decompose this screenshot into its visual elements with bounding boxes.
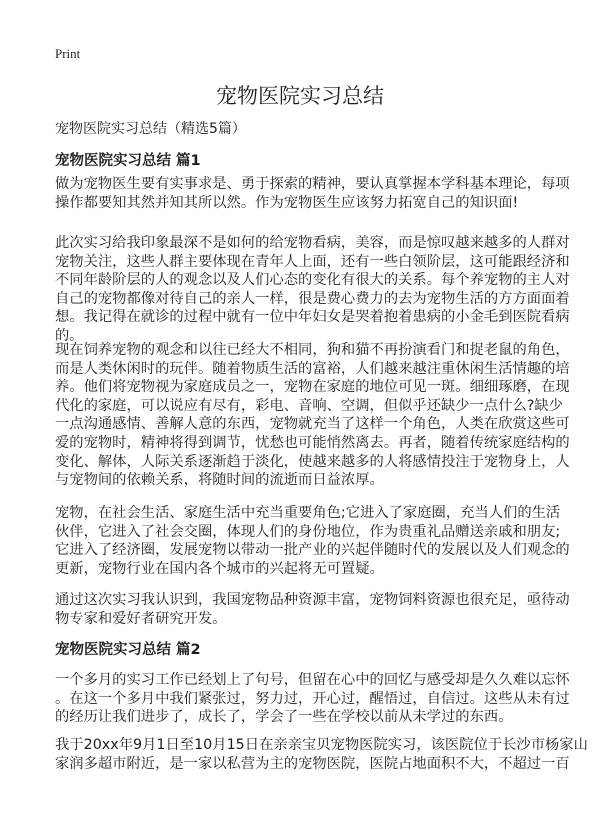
paragraph xyxy=(55,175,570,212)
paragraph xyxy=(55,736,588,773)
paragraph-line: 家润多超市附近，是一家以私营为主的宠物医院，医院占地面积不大，不超过一百 xyxy=(55,755,570,772)
paragraph xyxy=(55,591,570,628)
paragraph-line: 伙伴，它进入了社会交圈，体现人们的身份地位，作为贵重礼品赠送亲戚和朋友; xyxy=(55,523,561,540)
paragraph-line: 变化、解体，人际关系逐渐趋于淡化，使越来越多的人将感情投注于宠物身上，人 xyxy=(55,453,570,470)
paragraph-line: 操作都要知其然并知其所以然。作为宠物医生应该努力拓宽自己的知识面! xyxy=(55,194,519,211)
paragraph xyxy=(55,504,570,578)
paragraph-line: 与宠物间的依赖关系，将随时间的流逝而日益浓厚。 xyxy=(55,472,384,489)
paragraph-line: 此次实习给我印象最深不是如何的给宠物看病，美容，而是惊叹越来越多的人群对 xyxy=(55,235,570,251)
paragraph xyxy=(55,341,570,490)
paragraph-line: 宠物，在社会生活、家庭生活中充当重要角色;它进入了家庭圈，充当人们的生活 xyxy=(55,505,561,521)
paragraph-line: 代化的家庭，可以说应有尽有，彩电、音响、空调，但似乎还缺少一点什么?缺少 xyxy=(55,397,563,414)
paragraph-line: 不同年龄阶层的人的观念以及人们心态的变化有很大的关系。每个养宠物的主人对 xyxy=(55,272,570,289)
paragraph-line: 养。他们将宠物视为家庭成员之一，宠物在家庭的地位可见一斑。细细琢磨，在现 xyxy=(55,379,570,396)
paragraph-line: 物专家和爱好者研究开发。 xyxy=(55,610,227,627)
paragraph-line: 爱的宠物时，精神将得到调节，忧愁也可能悄然离去。再者，随着传统家庭结构的 xyxy=(55,434,570,451)
paragraph-line: 现在饲养宠物的观念和以往已经大不相同，狗和猫不再扮演看门和捉老鼠的角色， xyxy=(55,342,570,358)
section-heading: 宠物医院实习总结 篇1 xyxy=(55,153,201,169)
paragraph-line: 一个多月的实习工作已经划上了句号，但留在心中的回忆与感受却是久久难以忘怀 xyxy=(55,672,570,688)
paragraph-line: 更新，宠物行业在国内各个城市的兴起将无可置疑。 xyxy=(55,560,384,577)
print-link[interactable]: Print xyxy=(55,46,81,61)
paragraph-line: 的。 xyxy=(55,327,84,344)
paragraph-line: 而是人类休闲时的玩伴。随着物质生活的富裕，人们越来越注重休闲生活情趣的培 xyxy=(55,360,570,377)
paragraph-line: 它进入了经济圈，发展宠物以带动一批产业的兴起伴随时代的发展以及人们观念的 xyxy=(55,542,570,559)
paragraph-line: 。在这一个多月中我们紧张过，努力过，开心过，醒悟过，自信过。这些从未有过 xyxy=(55,690,570,707)
paragraph-line: 的经历让我们进步了，成长了，学会了一些在学校以前从未学过的东西。 xyxy=(55,709,513,726)
page-title: 宠物医院实习总结 xyxy=(216,84,384,108)
paragraph xyxy=(55,234,570,346)
paragraph-line: 通过这次实习我认识到，我国宠物品种资源丰富，宠物饲料资源也很充足，亟待动 xyxy=(55,592,570,608)
subtitle: 宠物医院实习总结（精选5篇） xyxy=(55,121,246,137)
paragraph-line: 我于20xx年9月1日至10月15日在亲亲宝贝宠物医院实习，该医院位于长沙市杨家山 xyxy=(55,737,588,753)
paragraph-line: 自己的宠物都像对待自己的亲人一样，很是费心费力的去为宠物生活的方方面面着 xyxy=(55,290,570,307)
paragraph-line: 宠物关注，这些人群主要体现在青年人上面，还有一些白领阶层，这可能跟经济和 xyxy=(55,253,570,270)
section-heading: 宠物医院实习总结 篇2 xyxy=(55,642,201,658)
paragraph-line: 想。我记得在就诊的过程中就有一位中年妇女是哭着抱着患病的小金毛到医院看病 xyxy=(55,309,570,326)
paragraph xyxy=(55,671,570,727)
paragraph-line: 一点沟通感情、善解人意的东西，宠物就充当了这样一个角色，人类在欣赏这些可 xyxy=(55,416,570,433)
paragraph-line: 做为宠物医生要有实事求是、勇于探索的精神，要认真掌握本学科基本理论，每项 xyxy=(55,176,570,192)
